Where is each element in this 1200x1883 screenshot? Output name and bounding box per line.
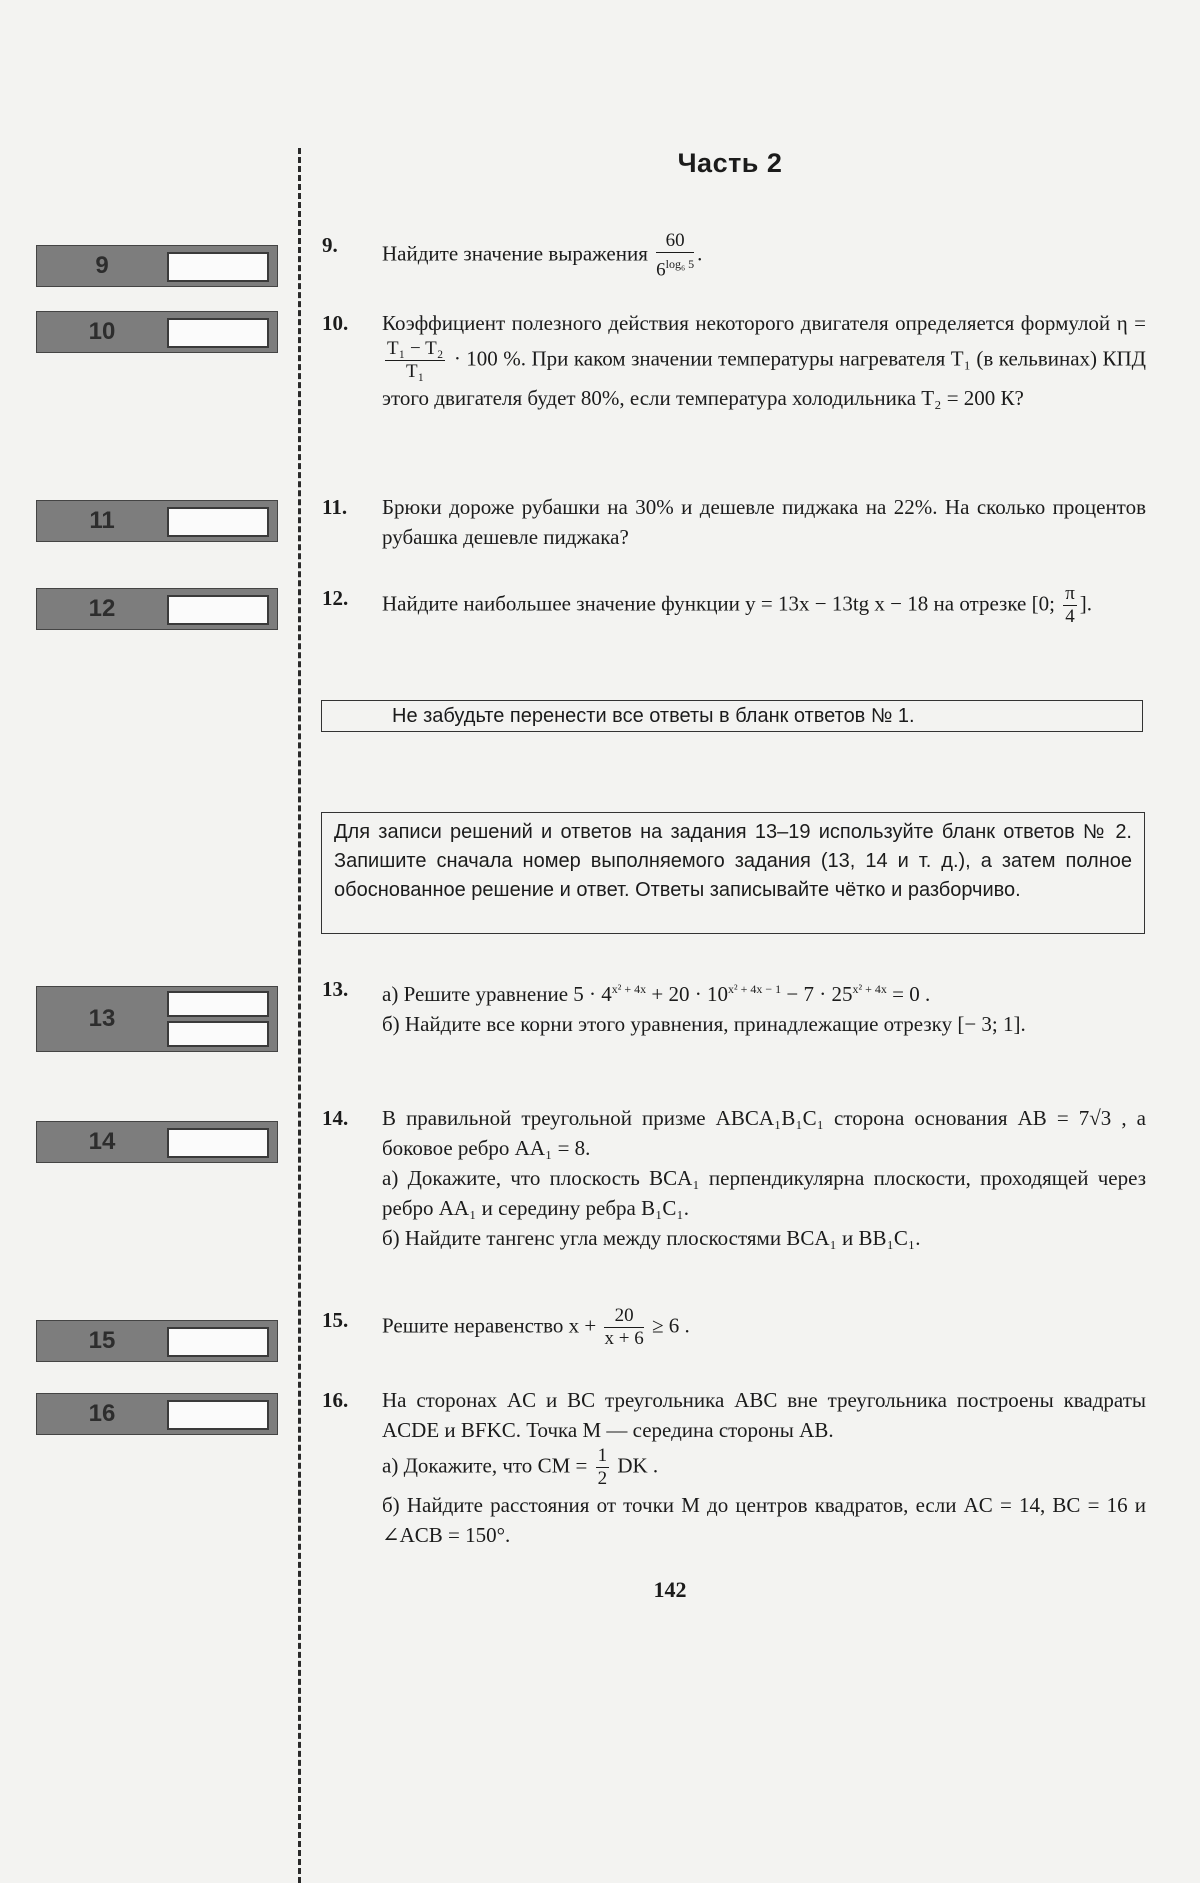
fraction-numerator: π xyxy=(1065,583,1075,604)
task-12 xyxy=(322,583,1146,628)
answer-box-12 xyxy=(36,588,278,630)
fraction-denominator: 4 xyxy=(1065,606,1075,627)
answer-box-label: 14 xyxy=(88,1128,116,1155)
answer-box-14 xyxy=(36,1121,278,1163)
fraction xyxy=(656,230,694,281)
page-number: 142 xyxy=(653,1577,687,1602)
fraction xyxy=(385,338,445,383)
task-11 xyxy=(322,492,1146,552)
answer-box-10 xyxy=(36,311,278,353)
interval-right: ]. xyxy=(1079,591,1093,616)
answer-field[interactable] xyxy=(167,1327,269,1357)
task-number: 14. xyxy=(322,1106,349,1130)
formula-eta: η = xyxy=(1116,311,1147,335)
answer-box-9 xyxy=(36,245,278,287)
formula-tail: · 100 % xyxy=(453,346,521,371)
answer-field[interactable] xyxy=(167,252,269,282)
task-number: 16. xyxy=(322,1388,349,1412)
answer-box-label: 11 xyxy=(89,507,115,534)
answer-field[interactable] xyxy=(167,1021,269,1047)
task-10 xyxy=(322,308,1146,413)
task-text: Брюки дороже рубашки на 30% и дешевле пиджака на 22%. На сколько процентов рубашка дешевле пиджака? xyxy=(382,495,1146,549)
task-text: Коэффициент полезного действия некоторого двигателя определяется формулой xyxy=(382,311,1111,335)
cut-line xyxy=(298,148,301,1883)
task-number: 9. xyxy=(322,233,338,257)
fraction-numerator: T₁ − T₂ xyxy=(387,338,444,359)
interval-left: [0; xyxy=(1031,591,1055,616)
task-number: 12. xyxy=(322,586,349,610)
answer-box-label: 9 xyxy=(95,252,109,279)
answer-box-15 xyxy=(36,1320,278,1362)
fraction-denominator: $6^{log_6 5}$ xyxy=(656,257,695,281)
fraction xyxy=(604,1305,643,1350)
fraction-numerator: 20 xyxy=(604,1305,643,1328)
task-part-a: а) Решите уравнение $5 \cdot 4^{x^2 + 4x} + 20 \cdot 10^{x^2 + 4x - 1} - 7 \cdot 25^{x^2 + 4x} = 0$ . xyxy=(382,982,931,1006)
task-text: Решите неравенство xyxy=(382,1313,564,1338)
task-number: 10. xyxy=(322,311,349,335)
answer-box-label: 12 xyxy=(88,595,116,622)
answer-field[interactable] xyxy=(167,595,269,625)
task-9 xyxy=(322,230,1146,281)
task-text: Найдите наибольшее значение функции y = 13x − 13tg x − 18 на отрезке xyxy=(382,591,1027,616)
task-number: 11. xyxy=(322,495,348,519)
exponent: log₆ 5 xyxy=(665,257,695,271)
task-15 xyxy=(322,1305,1146,1350)
answer-field[interactable] xyxy=(167,991,269,1017)
task-13 xyxy=(322,974,1146,1039)
answer-field[interactable] xyxy=(167,507,269,537)
answer-box-label: 16 xyxy=(88,1400,116,1427)
fraction-numerator: 60 xyxy=(656,230,694,253)
task-16 xyxy=(322,1385,1146,1550)
task-part-b: б) Найдите расстояния от точки M до центров квадратов, если AC = 14, BC = 16 и ∠ACB = 150°. xyxy=(382,1493,1146,1547)
task-text: Найдите значение выражения xyxy=(382,241,648,266)
answer-field[interactable] xyxy=(167,318,269,348)
task-tail: . xyxy=(697,241,703,266)
section-title: Часть 2 xyxy=(677,148,783,178)
answer-box-label: 10 xyxy=(88,318,116,345)
answer-box-label: 15 xyxy=(88,1327,116,1354)
inequality-rhs: ≥ 6 . xyxy=(651,1313,690,1338)
notice-answer-sheet-2: Для записи решений и ответов на задания 13–19 используйте бланк ответов № 2. Запишите сначала номер выполняемого задания (13, 14 и т. д.), а затем полное обоснованное решение и ответ. Ответы записывайте чётко и разборчиво. xyxy=(321,812,1145,934)
task-number: 13. xyxy=(322,977,349,1001)
fraction xyxy=(1063,583,1077,628)
notice-answer-sheet-1: Не забудьте перенести все ответы в бланк ответов № 1. xyxy=(321,700,1143,732)
fraction-denominator: T₁ xyxy=(406,361,425,382)
task-text: В правильной треугольной призме ABCA₁B₁C₁ сторона основания AB = 7√3 , а боковое ребро AA₁ = 8. xyxy=(382,1106,1146,1160)
fraction-denominator: x + 6 xyxy=(604,1328,644,1349)
answer-box-13 xyxy=(36,986,278,1052)
fraction-numerator: 1 xyxy=(597,1445,608,1466)
answer-field[interactable] xyxy=(167,1400,269,1430)
answer-box-label: 13 xyxy=(88,1005,116,1032)
task-text: На сторонах AC и BC треугольника ABC вне треугольника построены квадраты ACDE и BFKC. Точка M — середина стороны AB. xyxy=(382,1388,1146,1442)
answer-box-11 xyxy=(36,500,278,542)
fraction-denominator: 2 xyxy=(597,1468,608,1489)
answer-field[interactable] xyxy=(167,1128,269,1158)
task-part-a: а) Докажите, что CM = $\frac{1}{2}$ DK . xyxy=(382,1445,659,1489)
task-part-b: б) Найдите все корни этого уравнения, принадлежащие отрезку [− 3; 1]. xyxy=(382,1012,1026,1036)
task-number: 15. xyxy=(322,1308,349,1332)
task-text: . При каком значении температуры нагревателя T₁ (в кельвинах) КПД этого двигателя будет 80%, если температура холодильника T₂ = 200 К? xyxy=(382,346,1147,410)
task-14 xyxy=(322,1103,1146,1253)
inequality-lhs: x + xyxy=(568,1313,597,1338)
answer-box-16 xyxy=(36,1393,278,1435)
fraction xyxy=(596,1445,610,1490)
task-part-b: б) Найдите тангенс угла между плоскостями BCA₁ и BB₁C₁. xyxy=(382,1226,921,1250)
task-part-a: а) Докажите, что плоскость BCA₁ перпендикулярна плоскости, проходящей через ребро AA₁ и середину ребра B₁C₁. xyxy=(382,1166,1146,1220)
